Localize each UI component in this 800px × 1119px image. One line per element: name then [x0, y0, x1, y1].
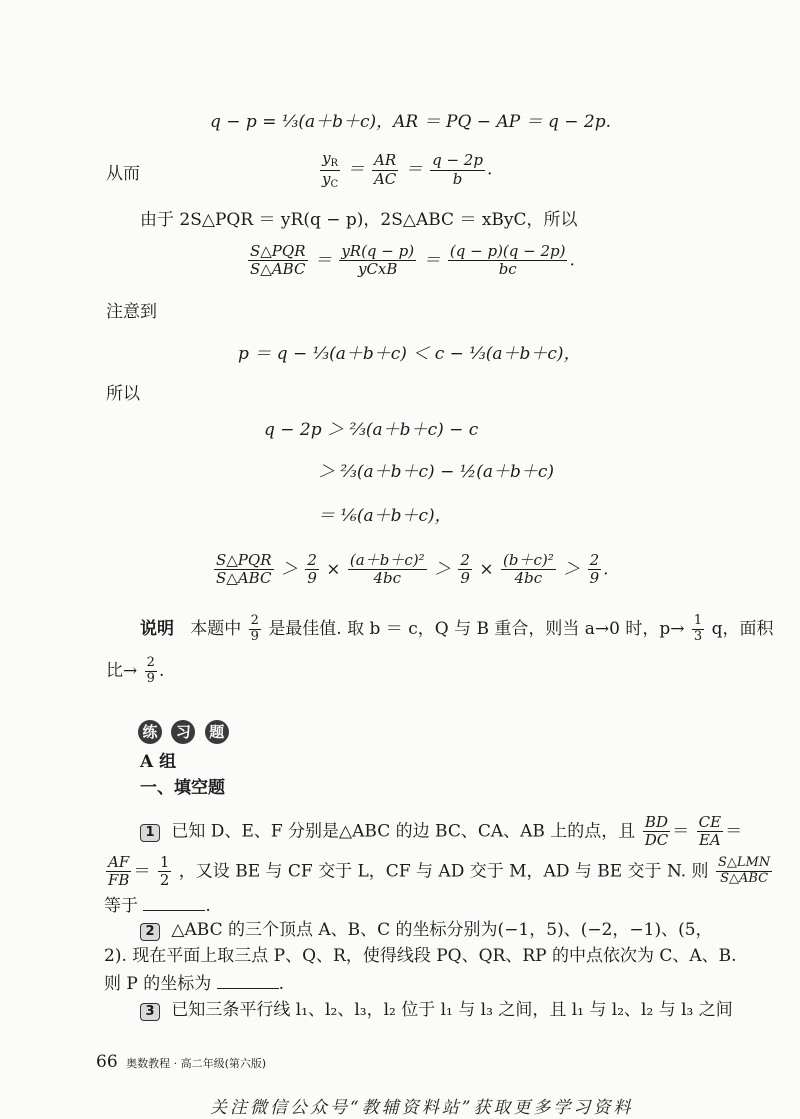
equation-1: q − p = ⅓(a＋b＋c)，AR ＝ PQ − AP ＝ q − 2p.: [210, 112, 612, 132]
question-1-line3: 等于 .: [104, 896, 211, 916]
book-title: 奥数教程 · 高二年级(第六版): [126, 1057, 267, 1070]
section-title: 一、填空题: [140, 778, 225, 798]
equation-3: $\frac{\text{S△PQR}}{\text{S△ABC}}$ ＝ $\frac{yR(q - p)}{\text{yCxB}}$ ＝ $\frac{(q - p)(q - 2p)}{bc}$ .: [250, 242, 575, 279]
equation-5: $\frac{\text{S△PQR}}{\text{S△ABC}}$ ＞ $\frac{2}{9}$ × $\frac{\text{(a＋b＋c)²}}{4bc}$ ＞ $\frac{2}{9}$ × $\frac{\text{(b＋c)²}}{4bc}$ ＞ $\frac{2}{9}$ .: [216, 551, 609, 588]
badge-lian: 练: [138, 720, 162, 744]
question-1-line2: $\frac{AF}{FB}$ ＝ $\frac{1}{2}$ ，又设 BE 与 CF 交于 L，CF 与 AD 交于 M，AD 与 BE 交于 N. 则 $\frac{\text{S△LMN}}{\text{S△ABC}}$: [108, 853, 771, 890]
badge-xi: 习: [171, 720, 195, 744]
question-2-line2: 2). 现在平面上取三点 P、Q、R，使得线段 PQ、QR、RP 的中点依次为 C、A、B.: [104, 946, 737, 966]
answer-blank-2[interactable]: [217, 974, 279, 989]
fraction-yr-yc: $\frac{y_R}{y_C}$: [322, 149, 339, 190]
page-footer: [96, 1052, 266, 1072]
equation-4: p ＝ q − ⅓(a＋b＋c) ＜ c − ⅓(a＋b＋c)，: [238, 344, 581, 364]
exercise-heading: [138, 720, 233, 744]
inequality-2: ＞ ⅔(a＋b＋c) − ½(a＋b＋c): [318, 462, 555, 482]
remark: 说明 本题中 $\frac{2}{9}$ 是最佳值. 取 b ＝ c，Q 与 B 重合，则当 a→0 时，p→ $\frac{1}{3}$ q，面积: [140, 613, 774, 644]
fraction-q2p-b: $\frac{q - 2p}{b}$: [432, 151, 483, 188]
equation-2: $\frac{y_R}{y_C}$ ＝ $\frac{AR}{AC}$ ＝ $\frac{q - 2p}{b}$ .: [322, 149, 493, 190]
question-3-number: 3: [140, 1003, 160, 1021]
question-1-line1: 1 已知 D、E、F 分别是△ABC 的边 BC、CA、AB 上的点，且 $\frac{BD}{DC}$ ＝ $\frac{CE}{EA}$ ＝: [140, 814, 742, 850]
watermark: 关注微信公众号“教辅资料站”获取更多学习资料: [210, 1098, 634, 1118]
suoyi-label: 所以: [106, 384, 140, 404]
remark-cont: 比→ $\frac{2}{9}$ .: [106, 655, 165, 686]
badge-ti: 题: [205, 720, 229, 744]
question-2-line3: 则 P 的坐标为 .: [104, 974, 285, 994]
congfu-label: 从而: [106, 164, 140, 184]
question-2-line1: 2 △ABC 的三个顶点 A、B、C 的坐标分别为(−1，5)、(−2，−1)、(5，: [140, 922, 713, 941]
zhuyi-label: 注意到: [106, 302, 157, 322]
answer-blank-1[interactable]: [143, 896, 205, 911]
group-title: A 组: [140, 752, 177, 772]
question-3-line1: 3 已知三条平行线 l₁、l₂、l₃，l₂ 位于 l₁ 与 l₃ 之间，且 l₁ 与 l₂、l₂ 与 l₃ 之间: [140, 1002, 733, 1021]
question-1-number: 1: [140, 824, 160, 842]
question-2-number: 2: [140, 923, 160, 941]
fraction-ar-ac: $\frac{AR}{AC}$: [373, 151, 397, 188]
youyu-line: 由于 2S△PQR ＝ yR(q − p)，2S△ABC ＝ xByC，所以: [140, 210, 578, 230]
inequality-3: ＝ ⅙(a＋b＋c)，: [318, 506, 452, 526]
page-number: 66: [96, 1052, 118, 1072]
inequality-1: q − 2p ＞ ⅔(a＋b＋c) − c: [264, 420, 479, 440]
